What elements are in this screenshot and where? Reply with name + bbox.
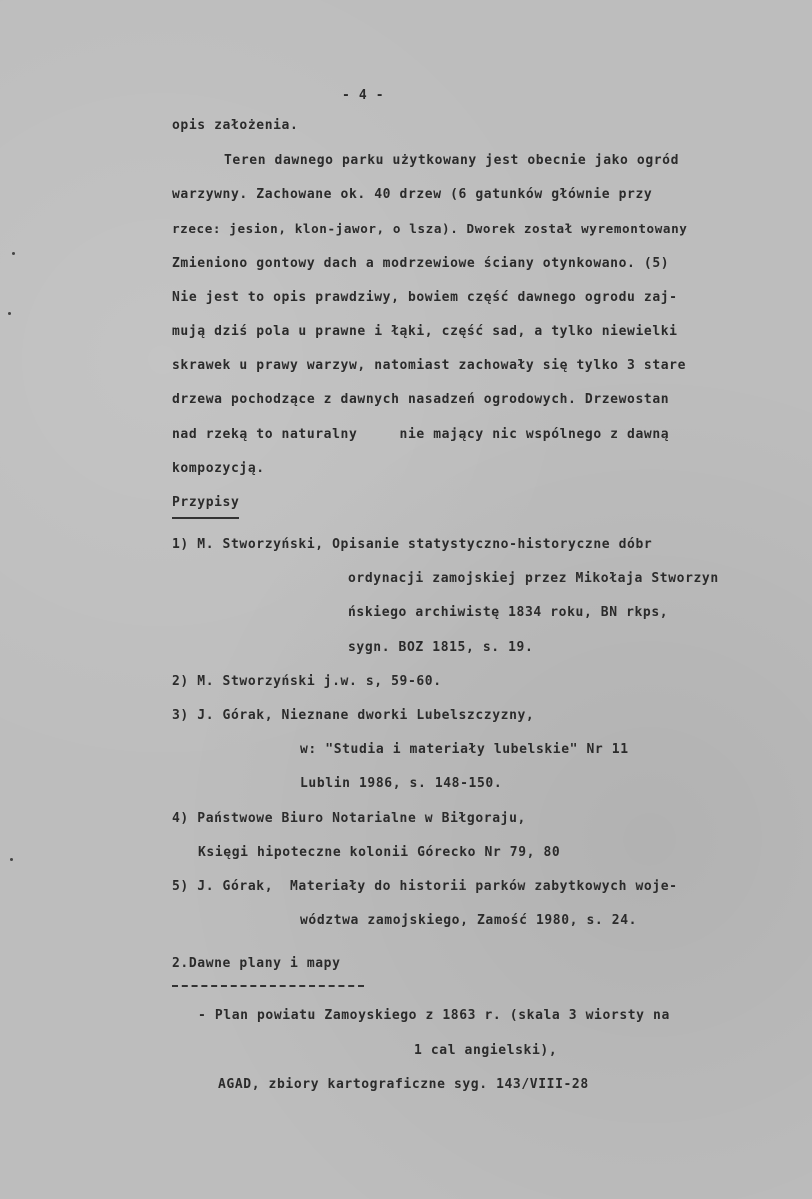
- section-2-item-1-line-3: AGAD, zbiory kartograficzne syg. 143/VIII-28: [218, 1077, 589, 1092]
- body-line-3: warzywny. Zachowane ok. 40 drzew (6 gatunków głównie przy: [172, 187, 653, 202]
- body-line-6: Nie jest to opis prawdziwy, bowiem część dawnego ogrodu zaj-: [172, 290, 678, 305]
- footnote-1-line-4: sygn. BOZ 1815, s. 19.: [348, 640, 534, 655]
- footnote-5-line-2: wództwa zamojskiego, Zamość 1980, s. 24.: [300, 913, 638, 928]
- footnote-1-line-3: ńskiego archiwistę 1834 roku, BN rkps,: [348, 605, 669, 620]
- footnote-5-line-1: 5) J. Górak, Materiały do historii parków zabytkowych woje-: [172, 879, 678, 894]
- scan-speck: [10, 858, 13, 861]
- footnote-4-line-1: 4) Państwowe Biuro Notarialne w Biłgoraju,: [172, 811, 526, 826]
- section-2-heading: 2.Dawne plany i mapy: [172, 956, 341, 971]
- body-line-10: nad rzeką to naturalny nie mający nic wspólnego z dawną: [172, 427, 670, 442]
- body-line-11: kompozycją.: [172, 461, 265, 476]
- body-line-1: opis założenia.: [172, 118, 299, 133]
- page-number: - 4 -: [342, 88, 385, 103]
- footnote-3-line-2: w: "Studia i materiały lubelskie" Nr 11: [300, 742, 629, 757]
- footnote-2: 2) M. Stworzyński j.w. s, 59-60.: [172, 674, 442, 689]
- footnote-3-line-3: Lublin 1986, s. 148-150.: [300, 776, 503, 791]
- body-line-7: mują dziś pola u prawne i łąki, część sad, a tylko niewielki: [172, 324, 678, 339]
- scan-speck: [12, 252, 15, 255]
- footnote-3-line-1: 3) J. Górak, Nieznane dworki Lubelszczyzny,: [172, 708, 535, 723]
- footnote-1-line-2: ordynacji zamojskiej przez Mikołaja Stworzyn: [348, 571, 719, 586]
- body-line-9: drzewa pochodzące z dawnych nasadzeń ogrodowych. Drzewostan: [172, 392, 670, 407]
- footnote-4-line-2: Księgi hipoteczne kolonii Górecko Nr 79, 80: [198, 845, 561, 860]
- section-2-item-1-line-2: 1 cal angielski),: [414, 1043, 558, 1058]
- body-line-8: skrawek u prawy warzyw, natomiast zachowały się tylko 3 stare: [172, 358, 687, 373]
- body-line-4: rzece: jesion, klon-jawor, o lsza). Dworek został wyremontowany: [172, 221, 688, 236]
- footnote-1-line-1: 1) M. Stworzyński, Opisanie statystyczno-historyczne dóbr: [172, 537, 653, 552]
- scan-speck: [8, 312, 11, 315]
- body-line-2: Teren dawnego parku użytkowany jest obecnie jako ogród: [224, 153, 680, 168]
- section-2-item-1-line-1: - Plan powiatu Zamoyskiego z 1863 r. (skala 3 wiorsty na: [198, 1008, 670, 1023]
- section-2-underline: [172, 985, 364, 987]
- footnotes-heading: Przypisy: [172, 495, 239, 519]
- body-line-5: Zmieniono gontowy dach a modrzewiowe ściany otynkowano. (5): [172, 256, 670, 271]
